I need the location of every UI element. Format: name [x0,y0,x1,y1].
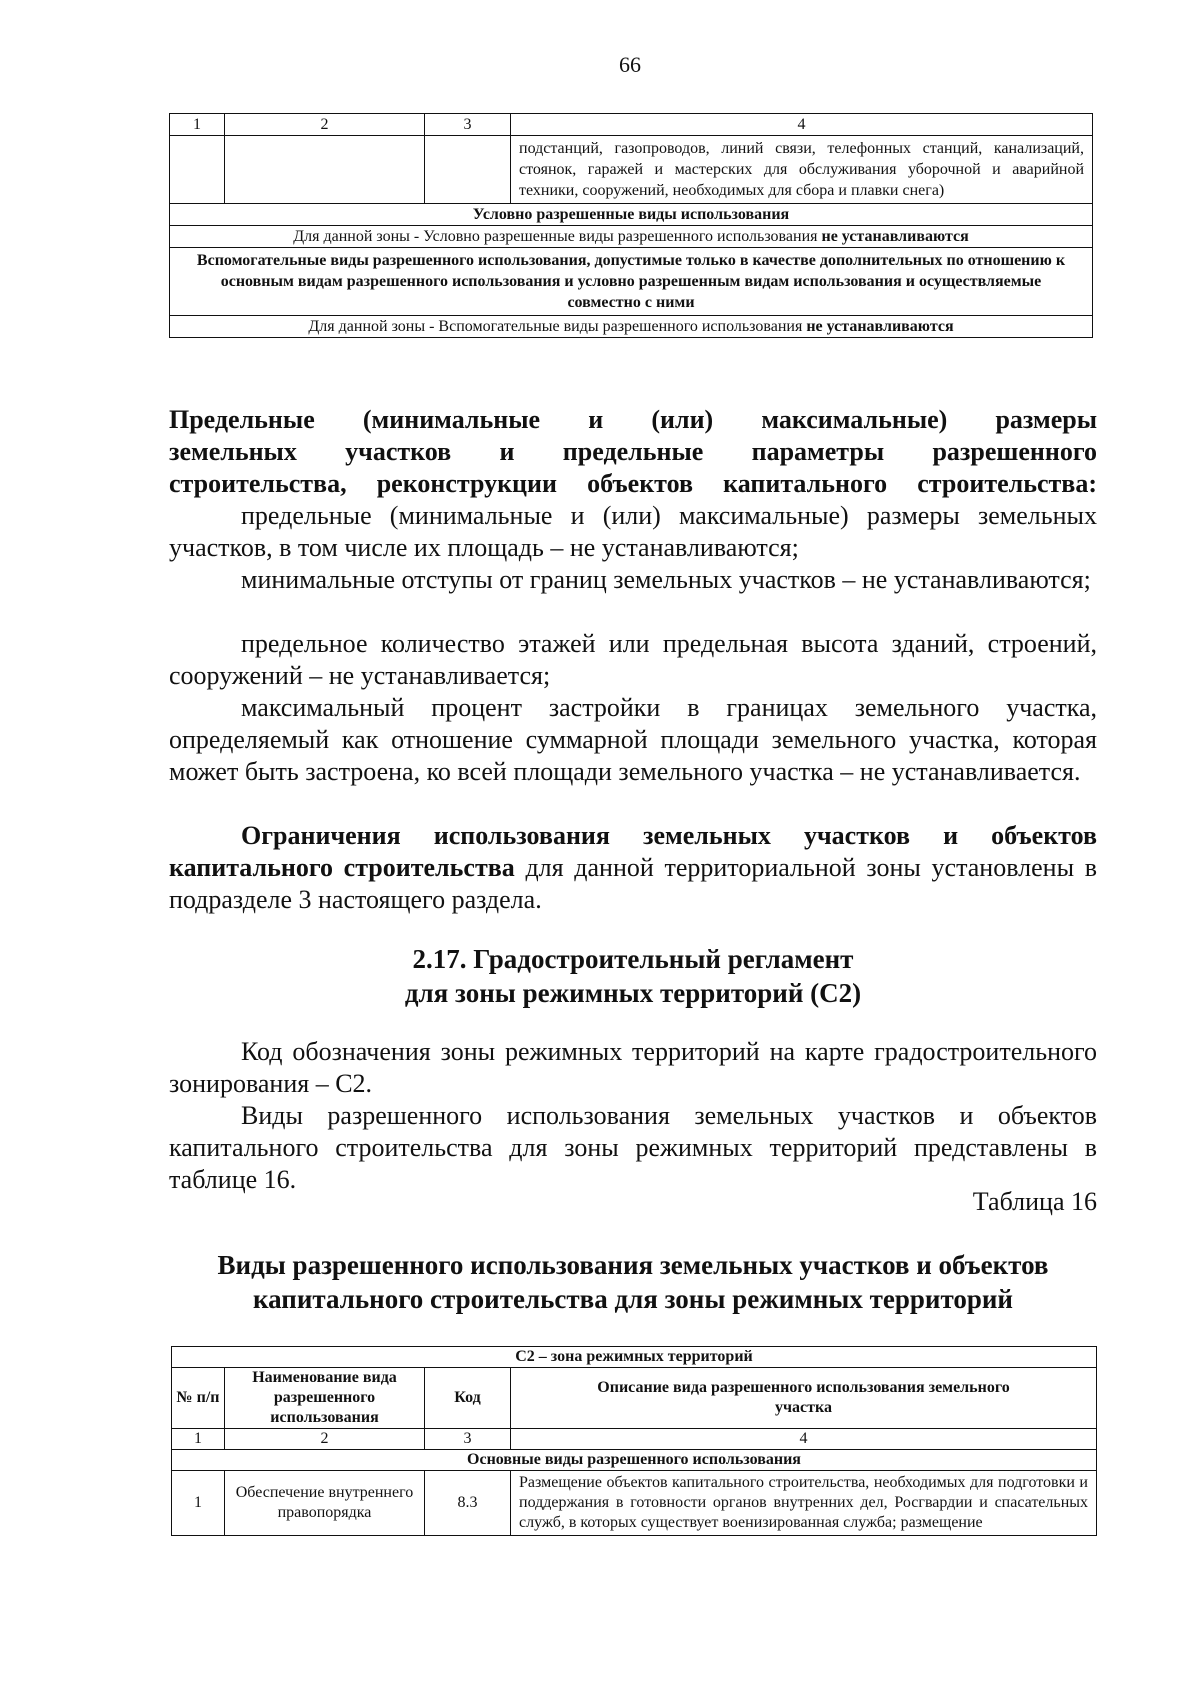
empty-cell [170,136,225,204]
col-number-1: 1 [170,114,225,136]
row-use-description: Размещение объектов капитального строительства, необходимых для подготовки и поддержания в готовности органов внутренних дел, Росгвардии и спасательных служб, в которых существует военизированная служба; размещение [511,1471,1097,1536]
auxiliary-note-text: Для данной зоны - Вспомогательные виды разрешенного использования [308,318,803,335]
zone-header: С2 – зона режимных территорий [172,1347,1097,1368]
table-row [172,1471,1097,1536]
conditional-note-bold: не устанавливаются [821,228,969,245]
col-number-4: 4 [511,114,1093,136]
auxiliary-uses-heading: Вспомогательные виды разрешенного использования, допустимые только в качестве дополнительных по отношению к основным видам разрешенного использования и условно разрешенным видам использования и осуществляемые совместно с ними [170,248,1093,316]
auxiliary-note-bold: не устанавливаются [806,318,954,335]
auxiliary-uses-note [170,316,1093,338]
col-number-3: 3 [425,1429,511,1450]
column-header-row [172,1368,1097,1429]
col-number-4: 4 [511,1429,1097,1450]
basic-uses-heading: Основные виды разрешенного использования [172,1450,1097,1471]
continuation-table [169,113,1093,338]
conditional-note-row [170,226,1093,248]
col-number-2: 2 [225,114,425,136]
limits-item-2: минимальные отступы от границ земельных участков – не устанавливаются; [241,565,1091,594]
col-number-2: 2 [225,1429,425,1450]
table-label: Таблица 16 [972,1187,1097,1216]
col-header-number: № п/п [172,1368,225,1429]
permitted-uses-paragraph: Виды разрешенного использования земельных участков и объектов капитального строительства для зоны режимных территорий представлены в таблице 16. [169,1101,1097,1194]
conditional-uses-heading: Условно разрешенные виды использования [170,204,1093,226]
col-header-code: Код [425,1368,511,1429]
row-number: 1 [172,1471,225,1536]
limits-heading-line-3: строительства, реконструкции объектов капитального строительства: [169,469,1097,498]
conditional-heading-row [170,204,1093,226]
empty-cell [425,136,511,204]
table-title-line-1: Виды разрешенного использования земельных участков и объектов [217,1250,1049,1280]
basic-uses-heading-row [172,1450,1097,1471]
row-use-name: Обеспечение внутреннего правопорядка [225,1471,425,1536]
empty-cell [225,136,425,204]
section-title-line-1: 2.17. Градостроительный регламент [412,944,854,974]
zone-header-row [172,1347,1097,1368]
column-number-row [172,1429,1097,1450]
conditional-note-text: Для данной зоны - Условно разрешенные виды разрешенного использования [293,228,818,245]
auxiliary-note-row [170,316,1093,338]
table-row [170,136,1093,204]
continuation-description: подстанций, газопроводов, линий связи, телефонных станций, канализаций, стоянок, гаражей и мастерских для обслуживания уборочной и аварийной техники, сооружений, необходимых для сбора и плавки снега) [511,136,1093,204]
permitted-uses-table [171,1346,1097,1536]
auxiliary-heading-row [170,248,1093,316]
table-title-line-2: капитального строительства для зоны режимных территорий [253,1284,1013,1314]
page-number: 66 [619,52,641,77]
zone-code-paragraph: Код обозначения зоны режимных территорий на карте градостроительного зонирования – С2. [169,1037,1097,1098]
col-number-1: 1 [172,1429,225,1450]
col-number-3: 3 [425,114,511,136]
limits-item-4: максимальный процент застройки в границах земельного участка, определяемый как отношение суммарной площади земельного участка, которая может быть застроена, ко всей площади земельного участка – не устанавливается. [169,693,1097,786]
col-header-description: Описание вида разрешенного использования земельного участка [511,1368,1097,1429]
col-header-name: Наименование вида разрешенного использования [225,1368,425,1429]
restrictions-paragraph [169,820,1097,916]
row-use-code: 8.3 [425,1471,511,1536]
limits-heading-line-1: Предельные (минимальные и (или) максимальные) размеры [169,405,1097,434]
section-title-line-2: для зоны режимных территорий (С2) [404,978,862,1008]
limits-item-3: предельное количество этажей или предельная высота зданий, строений, сооружений – не устанавливается; [169,629,1097,690]
column-number-row [170,114,1093,136]
restrictions-text: для данной территориальной зоны установлены в подразделе 3 настоящего раздела. [169,853,1097,914]
limits-heading-line-2: земельных участков и предельные параметры разрешенного [169,437,1097,466]
conditional-uses-note [170,226,1093,248]
limits-item-1: предельные (минимальные и (или) максимальные) размеры земельных участков, в том числе их площадь – не устанавливаются; [169,501,1097,562]
restrictions-bold: Ограничения использования земельных участков и объектов капитального строительства [169,821,1097,882]
